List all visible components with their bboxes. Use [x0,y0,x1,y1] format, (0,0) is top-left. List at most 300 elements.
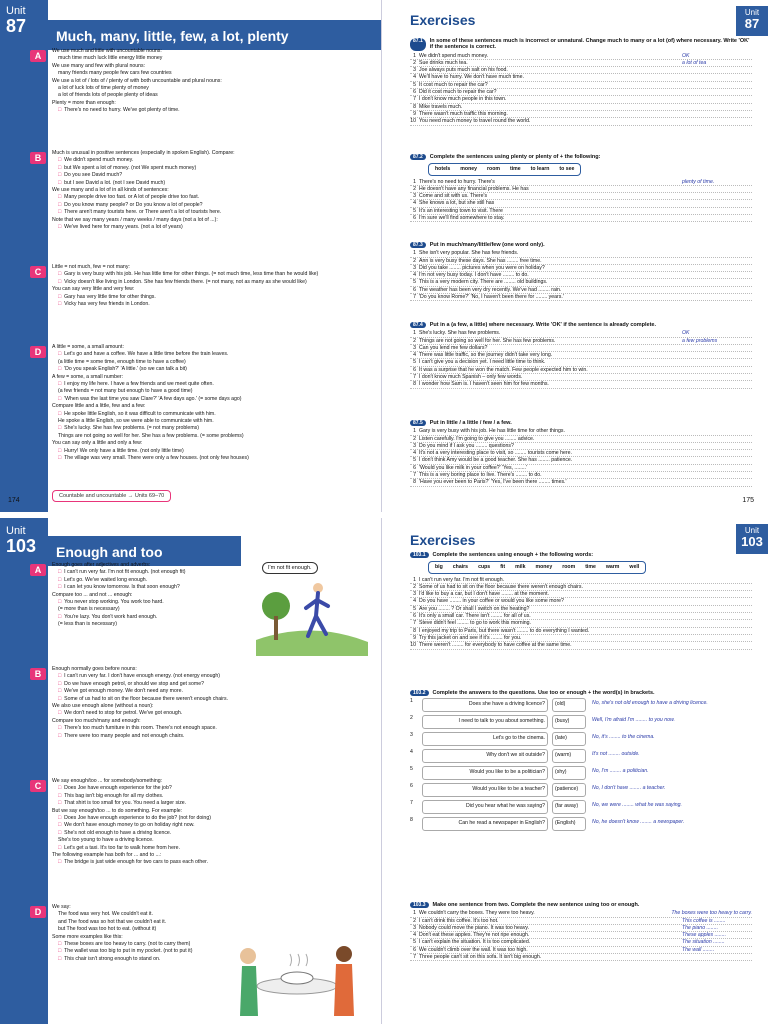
exercise-103-1 [410,552,752,650]
item-text: Joe always puts much salt on his food. [419,67,508,74]
item-text: She knows a lot, but she still has [419,200,495,207]
grammar-line: a lot of luck lots of time plenty of money [58,85,149,92]
item-number: 4 [413,200,416,207]
item-number: 4 [413,272,416,279]
unit-number: 103 [741,534,763,549]
section-a [52,562,251,629]
exercise-87-2 [410,154,752,222]
grammar-line: □ There were too many people and not enough chairs. [52,733,373,739]
word-box-item: cups [478,564,491,571]
word-box [428,561,646,573]
item-text: There wasn't much traffic this morning. [419,110,508,117]
exercise-instruction: Complete the answers to the questions. Use too or enough + the word(s) in brackets. [432,690,655,696]
item-number: 5 [413,81,416,88]
answer-text [682,345,752,351]
grammar-line: □ Do we have enough petrol, or should we stop and get some? [52,681,373,687]
item-number: 6 [413,613,416,620]
item-text: I can't give you a decision yet. I need little time to think. [419,359,546,366]
grammar-line: □ Let's go. We've waited long enough. [52,577,251,583]
exercise-item [410,925,752,932]
grammar-line: □ We don't have enough money to go on holiday right now. [52,822,373,828]
answer-text: The situation ........ [682,939,725,946]
word-box-item: milk [515,564,526,571]
answer-text [682,381,752,387]
word-box-item: well [629,564,640,571]
grammar-line: □ Do you know many people? or Do you know a lot of people? [52,202,373,208]
item-text: I enjoyed my trip to Paris, but there wasn't ........ to do everything I wanted. [419,627,590,634]
answer-text: No, he doesn't know ........ a newspaper. [592,819,685,826]
grammar-line: We use a lot of / lots of / plenty of with both uncountable and plural nouns: [52,77,222,84]
item-number: 1 [413,178,416,185]
item-number: 8 [410,817,413,824]
exercise-number: 87.2 [410,154,426,160]
answer-text [682,374,752,380]
exercise-item [410,359,752,366]
exercise-header [410,322,752,328]
grammar-line: Enough normally goes before nouns: [52,666,137,672]
grammar-line: Little = not much, few = not many: [52,264,130,270]
exercise-number: 103.1 [410,552,429,558]
item-number: 8 [413,627,416,634]
answer-text [682,111,752,117]
grammar-line: We say enough/too ... for somebody/something: [52,778,163,784]
exercise-instruction: Put in a (a few, a little) where necessary. Write 'OK' if the sentence is already complete. [429,322,656,328]
item-number: 3 [413,67,416,74]
exercise-item [410,635,752,642]
item-text: You need much money to travel round the world. [419,118,531,125]
section-letter-d: D [30,346,46,358]
item-number: 2 [413,337,416,344]
question-box: Would you like to be a politician? [422,766,548,780]
answer-text [682,352,752,358]
section-letter-c: C [30,780,46,792]
item-number: 10 [410,642,416,649]
grammar-line: Some more examples like this: [52,933,123,940]
item-text: 'Do you know Rome?' 'No, I haven't been there for ........ years.' [419,294,564,301]
item-text: I don't know much people in this town. [419,96,507,103]
item-number: 7 [413,96,416,103]
item-number: 4 [413,74,416,81]
grammar-line: □ That shirt is too small for you. You need a larger size. [52,800,373,806]
exercise-item [410,215,752,222]
unit-title: Enough and too [48,536,241,566]
item-number: 1 [410,698,413,705]
word-box-item: money [535,564,553,571]
item-number: 5 [413,939,416,946]
exercise-item [410,465,752,472]
answer-text: The piano ........ [682,924,719,931]
item-number: 8 [413,479,416,486]
item-number: 8 [413,103,416,110]
exercise-item [410,947,752,954]
answer-text [682,359,752,365]
item-number: 2 [413,185,416,192]
qa-row [410,817,752,831]
answer-text: plenty of time. [682,178,715,185]
grammar-line: □ Hurry! We only have a little time. (not only little time) [52,448,373,454]
dinner-illustration [232,916,362,1024]
item-text: Gary is very busy with his job. He has little time for other things. [419,428,565,435]
exercise-item [410,381,752,388]
item-text: Nobody could move the piano. It was too heavy. [419,924,530,931]
qa-row [410,800,752,814]
section-letter-c: C [30,266,46,278]
cross-reference: Countable and uncountable → Units 69–70 [52,490,171,502]
exercise-header [410,690,752,696]
word-box: (late) [552,732,586,746]
grammar-line: We also use enough alone (without a noun): [52,703,154,710]
word-box: (far away) [552,800,586,814]
grammar-line: Things are not going so well for her. She has a few problems. (= some problems) [58,432,244,439]
item-number: 4 [413,352,416,359]
item-number: 1 [413,910,416,917]
answer-text: OK [682,52,690,59]
word-box-item: chairs [452,564,469,571]
grammar-line: □ Let's go and have a coffee. We have a little time before the train leaves. [52,351,373,357]
item-text: She isn't very popular. She has few friends. [419,250,519,257]
exercise-item [410,89,752,96]
exercise-header [410,242,752,248]
grammar-line: □ This chair isn't strong enough to stand on. [52,956,241,962]
grammar-line: You can say very little and very few: [52,286,135,293]
exercise-instruction: Put in little / a little / few / a few. [429,420,512,426]
answer-text [682,215,752,221]
grammar-line: Compare too ... and not ... enough: [52,591,133,598]
item-number: 6 [413,215,416,222]
exercise-item [410,250,752,257]
grammar-line: □ He spoke little English, so it was difficult to communicate with him. [52,411,373,417]
page-exercises-103 [386,518,768,1024]
grammar-line: Plenty = more than enough: [52,99,116,106]
item-text: I wonder how Sam is. I haven't seen him for few months. [419,381,549,388]
item-number: 3 [413,264,416,271]
item-number: 2 [413,583,416,590]
item-number: 7 [413,472,416,479]
section-letter-a: A [30,564,46,576]
word-box: (shy) [552,766,586,780]
word-box-item: hotels [435,166,451,173]
item-text: This is a very modern city. There are ........ old buildings. [419,279,548,286]
exercise-instruction: Complete the sentences using enough + the following words: [432,552,594,558]
section-c [52,778,373,867]
item-number: 7 [410,800,413,807]
grammar-line: □ 'Do you speak English?' 'A little.' (so we can talk a bit) [52,366,373,372]
item-text: The weather has been very dry recently. We've had ........ rain. [419,286,562,293]
item-text: We couldn't climb over the wall. It was too high. [419,946,528,953]
unit-badge [0,526,48,555]
answer-text [682,208,752,214]
item-text: Mike travels much. [419,103,463,110]
item-number: 5 [413,359,416,366]
unit-number: 87 [6,16,27,36]
unit-number: 87 [744,16,760,31]
item-text: There's no need to hurry. There's [419,178,495,185]
grammar-line: □ Does Joe have enough experience for the job? [52,785,373,791]
item-text: Did you take ........ pictures when you were on holiday? [419,264,545,271]
exercise-item [410,918,752,925]
item-text: Things are not going so well for her. She has few problems. [419,337,556,344]
exercise-item [410,352,752,359]
item-text: She's lucky. She has few problems. [419,330,501,337]
word-box-item: to learn [530,166,550,173]
answer-text: No, I don't have ........ a teacher. [592,785,666,792]
section-b [52,150,373,231]
exercise-item [410,613,752,620]
exercise-item [410,472,752,479]
item-text: Steve didn't feel ........ to go to work this morning. [419,620,531,627]
exercise-item [410,374,752,381]
grammar-line: □ We've lived here for many years. (not a lot of years) [52,224,373,230]
grammar-line: Much is unusual in positive sentences (especially in spoken English). Compare: [52,150,235,156]
exercises-title: Exercises [410,12,476,28]
grammar-line: We use many and few with plural nouns: [52,62,146,69]
grammar-line: □ but I see David a lot. (not I see David much) [52,180,373,186]
item-number: 4 [413,450,416,457]
item-number: 7 [413,620,416,627]
item-number: 3 [413,442,416,449]
page-unit-103 [0,518,382,1024]
answer-text: OK [682,330,690,337]
exercises-title: Exercises [410,532,476,548]
unit-badge [0,6,48,35]
grammar-line: The food was very hot. We couldn't eat it. [58,911,153,918]
word-box-item: warm [605,564,620,571]
item-number: 6 [410,783,413,790]
exercise-item [410,53,752,60]
answer-text [682,118,752,124]
word-box: (old) [552,698,586,712]
qa-row [410,698,752,712]
grammar-line: She's too young to have a driving licence. [58,837,154,844]
section-b [52,666,373,740]
item-text: There was little traffic, so the journey didn't take very long. [419,352,553,359]
exercise-item [410,628,752,635]
qa-row [410,766,752,780]
grammar-line: (a little time = some time, enough time to have a coffee) [58,358,186,365]
answer-text: No, I'm ........ a politician. [592,768,649,775]
item-text: This is a very boring place to live. There's ........ to do. [419,472,542,479]
word-box-item: money [460,166,478,173]
exercise-item [410,338,752,345]
answer-text: The wall ........ [682,946,715,953]
answer-text [682,367,752,373]
grammar-line: (= more than is necessary) [58,606,120,613]
exercise-item [410,428,752,435]
exercise-item [410,584,752,591]
exercise-item [410,118,752,125]
grammar-line: □ I can't run very far. I don't have enough energy. (not energy enough) [52,673,373,679]
item-number: 3 [413,344,416,351]
item-number: 3 [410,732,413,739]
section-d [52,904,241,963]
grammar-line: but The food was too hot to eat. (without it) [58,926,157,933]
grammar-line: The following example has both for ... and to ...: [52,852,162,859]
grammar-line: □ You're lazy. You don't work hard enough. [52,614,251,620]
exercise-number: 87.5 [410,420,426,426]
grammar-line: Note that we say many years / many weeks / many days (not a lot of ...): [52,216,218,223]
exercise-item [410,436,752,443]
word-box: (busy) [552,715,586,729]
exercise-item [410,330,752,337]
grammar-line: □ She's not old enough to have a driving licence. [52,830,373,836]
item-number: 10 [410,118,416,125]
exercise-item [410,179,752,186]
answer-text [682,67,752,73]
exercise-item [410,932,752,939]
exercise-item [410,82,752,89]
grammar-line: A little = some, a small amount: [52,344,124,350]
answer-text: No, she's not old enough to have a driving licence. [592,700,708,707]
item-text: Do you mind if I ask you ........ questions? [419,442,514,449]
item-text: Some of us had to sit on the floor because there weren't enough chairs. [419,583,583,590]
word-box-item: fit [500,564,506,571]
exercise-instruction: Make one sentence from two. Complete the new sentence using too or enough. [432,902,640,908]
item-text: Can you lend me few dollars? [419,344,488,351]
exercise-header [410,902,752,908]
item-text: Don't eat these apples. They're not ripe enough. [419,932,530,939]
item-text: It was a surprise that he won the match. Few people expected him to win. [419,366,588,373]
item-number: 5 [413,207,416,214]
item-number: 4 [413,598,416,605]
item-number: 2 [413,917,416,924]
question-box: Does she have a driving licence? [422,698,548,712]
item-number: 2 [413,435,416,442]
grammar-line: □ The bridge is just wide enough for two cars to pass each other. [52,859,373,865]
unit-badge [736,524,768,554]
exercise-item [410,60,752,67]
answer-text [682,89,752,95]
answer-text [682,82,752,88]
exercise-item [410,443,752,450]
answer-text: No, it's ........ to the cinema. [592,734,655,741]
grammar-line: much time much luck little energy little money [58,55,163,62]
grammar-line: □ There's no need to hurry. We've got plenty of time. [52,107,373,113]
item-text: It cost much to repair the car? [419,81,488,88]
grammar-line: □ I can't run very far. I'm not fit enough. (not enough fit) [52,569,251,575]
item-number: 9 [413,110,416,117]
word-box: (patience) [552,783,586,797]
item-text: 'Would you like milk in your coffee?' 'Yes, ........' [419,464,527,471]
grammar-line: □ The village was very small. There were only a few houses. (not only few houses) [52,455,373,461]
answer-text: Well, I'm afraid I'm ........ to you now. [592,717,675,724]
item-text: We didn't spend much money. [419,52,489,59]
item-text: I'm sure we'll find somewhere to stay. [419,215,505,222]
word-box-item: time [509,166,521,173]
page-number: 174 [8,497,20,504]
item-number: 1 [413,250,416,257]
section-letter-d: D [30,906,46,918]
exercise-item [410,67,752,74]
question-box: I need to talk to you about something. [422,715,548,729]
exercise-item [410,208,752,215]
exercise-item [410,279,752,286]
exercise-item [410,272,752,279]
exercise-item [410,591,752,598]
question-box: Would you like to be a teacher? [422,783,548,797]
exercise-item [410,193,752,200]
exercise-item [410,954,752,961]
unit-label: Unit [744,8,760,17]
item-text: Do you have ........ in your coffee or would you like some more? [419,598,564,605]
item-text: I'd like to buy a car, but I don't have ........ at the moment. [419,591,550,598]
exercise-header [410,154,752,160]
answer-text [682,104,752,110]
item-text: I don't know much Spanish – only few words. [419,374,523,381]
grammar-line: □ These boxes are too heavy to carry. (not to carry them) [52,941,241,947]
exercise-header [410,38,752,51]
grammar-line: (a few friends = not many but enough to have a good time) [58,388,193,395]
item-text: There weren't ........ for everybody to have coffee at the same time. [419,642,572,649]
qa-row [410,749,752,763]
exercise-item [410,200,752,207]
grammar-line: □ I can let you know tomorrow. Is that soon enough? [52,584,251,590]
exercise-87-5 [410,420,752,487]
item-number: 5 [413,279,416,286]
item-text: I can't explain the situation. It is too complicated. [419,939,531,946]
question-box: Can he read a newspaper in English? [422,817,548,831]
grammar-line: □ We don't need to stop for petrol. We've got enough. [52,710,373,716]
item-number: 6 [413,89,416,96]
qa-row [410,715,752,729]
exercise-87-1 [410,38,752,126]
exercise-item [410,367,752,374]
exercise-item [410,287,752,294]
grammar-line: □ 'When was the last time you saw Clare?' 'A few days ago.' (= some days ago) [52,396,373,402]
grammar-line: □ You never stop working. You work too hard. [52,599,251,605]
section-letter-a: A [30,50,46,62]
exercise-item [410,345,752,352]
item-number: 9 [413,634,416,641]
qa-row [410,783,752,797]
answer-text [682,193,752,199]
section-c [52,264,373,308]
grammar-line: □ This bag isn't big enough for all my clothes. [52,793,373,799]
sidebar-strip [0,518,48,1024]
answer-text: It's not ........ outside. [592,751,640,758]
item-number: 5 [413,457,416,464]
item-number: 2 [413,257,416,264]
word-box [428,163,581,175]
item-number: 4 [413,932,416,939]
exercise-item [410,450,752,457]
item-number: 7 [413,374,416,381]
item-number: 3 [413,591,416,598]
grammar-line: □ I enjoy my life here. I have a few friends and we meet quite often. [52,381,373,387]
item-number: 2 [410,715,413,722]
answer-text: No, we were ........ what he was saying. [592,802,682,809]
item-text: Three people can't sit on this sofa. It isn't big enough. [419,954,542,961]
grammar-line: We use much and little with uncountable nouns: [52,48,162,54]
item-number: 5 [413,605,416,612]
question-box: Let's go to the cinema. [422,732,548,746]
grammar-line: □ Vicky has very few friends in London. [52,301,373,307]
exercise-item [410,457,752,464]
sidebar-strip [0,0,48,512]
grammar-line: □ Some of us had to sit on the floor because there weren't enough chairs. [52,696,373,702]
exercise-103-2 [410,690,752,834]
answer-text: a lot of tea [682,59,707,66]
answer-text: These apples ........ [682,932,727,939]
exercise-instruction: In some of these sentences much is incorrect or unnatural. Change much to many or a lot (of) where necessary. Write 'OK' if the sentence is correct. [429,38,750,51]
unit-title: Much, many, little, few, a lot, plenty [48,20,381,50]
grammar-line: (= less than is necessary) [58,621,117,628]
exercise-item [410,96,752,103]
exercise-item [410,598,752,605]
exercise-header [410,420,752,426]
exercise-item [410,479,752,486]
item-number: 5 [410,766,413,773]
item-number: 2 [413,59,416,66]
